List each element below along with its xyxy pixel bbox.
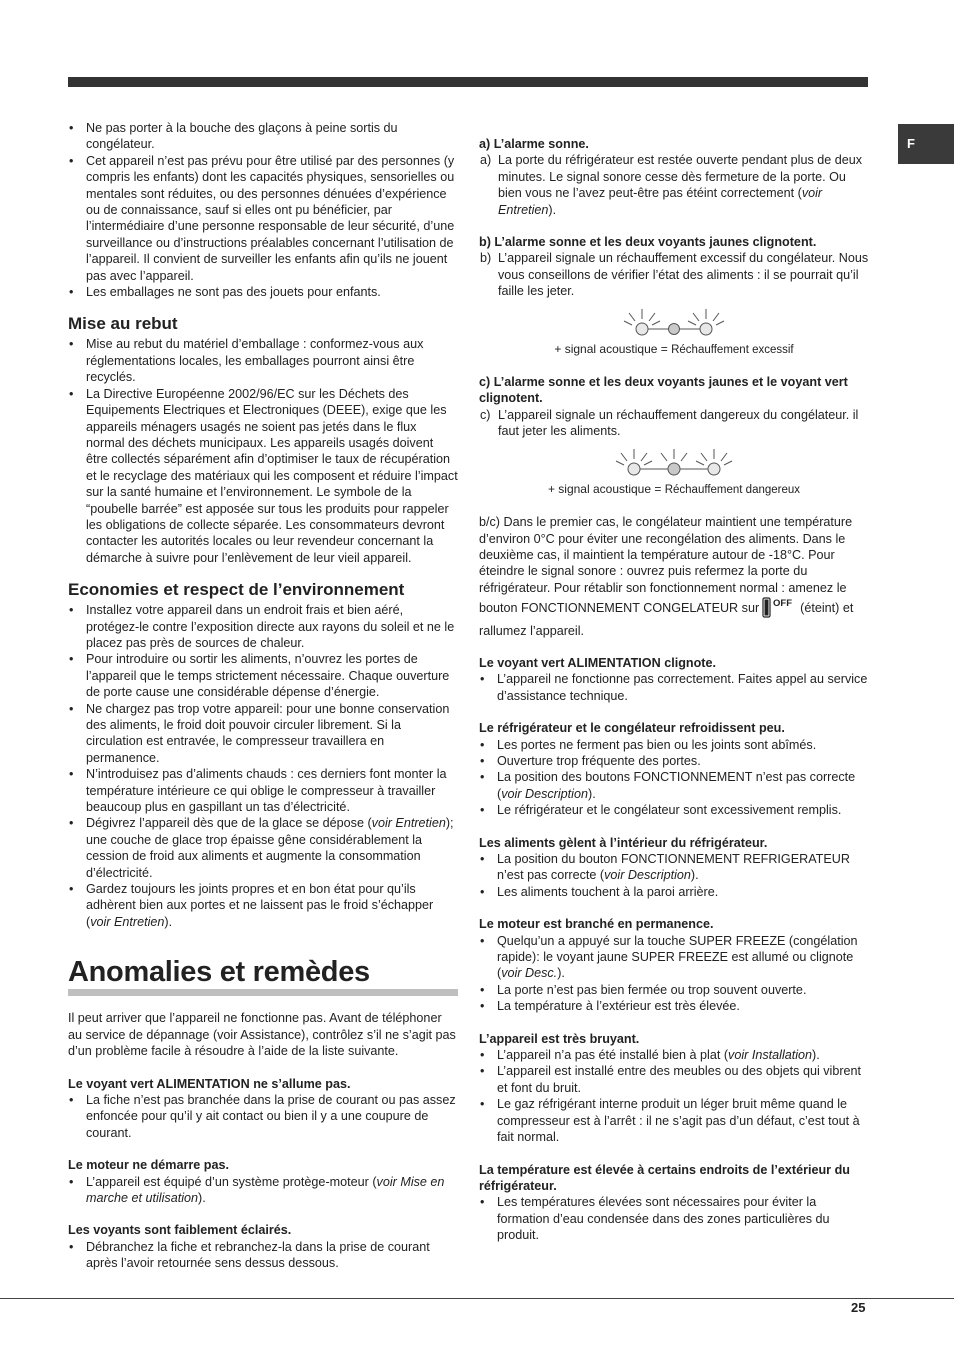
fault-alimentation [479,655,869,704]
reference: voir Entretien [90,914,165,929]
list-item: • L’appareil ne fonctionne pas correctement. Faites appel au service d’assistance technique. [479,671,869,704]
fault-title: Les voyants sont faiblement éclairés. [68,1223,292,1238]
indicator-caption [479,341,869,358]
section-title-economies: Economies et respect de l’environnement [68,580,405,600]
alarm-a [479,136,869,218]
disposal-list [68,336,458,566]
fault-bruyant [479,1031,869,1146]
anomalies-intro: Il peut arriver que l’appareil ne fonctionne pas. Avant de téléphoner au service de dépannage (voir Assistance), contrôlez s’il ne s’agit pas d’un problème facile à résoudre à l’aide de la liste suivante. [68,1011,456,1059]
text-run: Dégivrez l’appareil dès que de la glace se dépose ( [86,816,372,831]
alarm-title: b) L’alarme sonne et les deux voyants jaunes clignotent. [479,235,817,250]
text-run: b/c) Dans le premier cas, le congélateur maintient une température d’environ 0°C pour éviter une recongélation des aliments. Dans le deuxième cas, il maintient la température autour de -18°C. Pour éteindre le signal sonore : ouvrez puis refermez la porte du réfrigérateur. Pour rétablir son fonctionnement normal : amenez le bouton FONCTIONNEMENT CONGELATEUR sur [479,515,853,616]
fault-temperature [479,1162,869,1244]
fault-title: Le voyant vert ALIMENTATION clignote. [479,655,716,670]
list-item: • Les températures élevées sont nécessaires pour éviter la formation d’eau condensée dans des zones particulières du produit. [479,1194,869,1243]
text-run: Gardez toujours les joints propres et en bon état pour qu’ils adhèrent bien aux portes et ne laissent pas le froid s’échapper ( [86,882,434,929]
list-item: • Ne chargez pas trop votre appareil: pour une bonne conservation des aliments, le froid doit pouvoir circuler librement. Si la circulation est entravée, le compresseur travaillera en permanence. [68,701,458,767]
title-underline [68,989,458,996]
right-column [479,136,869,1260]
list-item: • L’appareil est installé entre des meubles ou des objets qui vibrent et font du bruit. [479,1063,869,1096]
alarm-b [479,234,869,358]
text-run: La position du bouton FONCTIONNEMENT REFRIGERATEUR n’est pas correcte ( [497,852,850,883]
list-item [479,851,869,884]
list-item: • Installez votre appareil dans un endroit frais et bien aéré, protégez-le contre l’exposition directe aux rayons du soleil et ne le placez pas près de sources de chaleur. [68,602,458,651]
section-title-mise-au-rebut: Mise au rebut [68,314,178,334]
list-item [68,881,458,930]
list-item [68,1174,458,1207]
alarm-c [479,374,869,498]
reference: voir Mise en marche et utilisation [86,1174,445,1205]
fault-permanence [479,916,869,1014]
text-run: ). [548,202,557,217]
fault-refroid [479,720,869,818]
left-column [68,120,458,1288]
list-item [479,933,869,982]
indicator-c [479,446,869,498]
text-run: La position des boutons FONCTIONNEMENT n’est pas correcte ( [497,770,856,801]
indicator-b [479,306,869,358]
text-run: La porte du réfrigérateur est restée ouverte pendant plus de deux minutes. Le signal sonore cesse dès fermeture de la porte. Ou bien vous ne l’avez peut-être pas étéint correctement ( [498,153,863,201]
list-item: • Ouverture trop fréquente des portes. [479,753,869,769]
text-run: ). [588,786,596,801]
list-item: • Ne pas porter à la bouche des glaçons à peine sortis du congélateur. [68,120,458,153]
fault-moteur [68,1157,458,1206]
off-switch-icon [762,596,798,622]
alarm-title: c) L’alarme sonne et les deux voyants jaunes et le voyant vert clignotent. [479,375,848,406]
caption-main: + signal acoustique = [547,481,665,496]
off-label: OFF [773,598,793,610]
economies-list [68,602,458,930]
lettered-item: b) L’appareil signale un réchauffement excessif du congélateur. Nous vous conseillons de vérifier l’état des aliments : il se pourrait qu’il faille les jeter. [479,250,869,299]
fault-title: La température est élevée à certains endroits de l’extérieur du réfrigérateur. [479,1162,850,1193]
blinking-lights-icon [622,306,726,340]
fault-title: Le moteur est branché en permanence. [479,917,714,932]
list-item: • Débranchez la fiche et rebranchez-la dans la prise de courant après l’avoir retournée sens dessus dessous. [68,1239,458,1272]
list-item: • Les portes ne ferment pas bien ou les joints sont abîmés. [479,737,869,753]
text-run: ). [164,914,173,929]
reference: voir Description [501,786,588,801]
caption-label: Réchauffement excessif [671,343,794,356]
reference: voir Entretien [371,816,446,831]
text-run: L’appareil n’a pas été installé bien à plat ( [497,1048,729,1063]
list-item [479,769,869,802]
text-run: ). [557,966,565,981]
text-run: ). [812,1048,820,1063]
reference: voir Entretien [498,186,823,217]
blinking-lights-icon [614,446,734,480]
language-tab-label: F [907,136,915,151]
text-run: (éteint) et rallumez l’appareil. [479,601,854,638]
reference: voir Desc. [501,966,558,981]
language-tab [898,124,954,164]
list-item [68,815,458,881]
page-title: Anomalies et remèdes [68,956,370,989]
list-item: • Le réfrigérateur et le congélateur sont excessivement remplis. [479,802,869,818]
text-run: ); une couche de glace trop épaisse gêne considérablement la cession de froid aux aliments et augmente la consommation d’électricité. [86,816,454,880]
caption-main: + signal acoustique = [554,341,672,356]
list-item: • Pour introduire ou sortir les aliments, n’ouvrez les portes de l’appareil que le temps strictement nécessaire. Chaque ouverture de porte cause une considérable dépense d’énergie. [68,651,458,700]
list-item: • Mise au rebut du matériel d’emballage : conformez-vous aux réglementations locales, les emballages pourront ainsi être recyclés. [68,336,458,385]
reference: voir Description [604,868,691,883]
header-rule [68,77,868,87]
fault-title: Les aliments gèlent à l’intérieur du réfrigérateur. [479,835,768,850]
fault-voyant-vert [68,1076,458,1142]
fault-title: Le voyant vert ALIMENTATION ne s’allume pas. [68,1076,351,1091]
fault-gelent [479,835,869,901]
text-run: ). [690,868,699,883]
fault-title: Le moteur ne démarre pas. [68,1158,229,1173]
caption-label: Réchauffement dangereux [664,483,801,496]
reference: voir Installation [728,1048,813,1063]
list-item: • Le gaz réfrigérant interne produit un léger bruit même quand le compresseur est à l’arrêt : il ne s’agit pas d’un défaut, c’est tout à fait normal. [479,1096,869,1145]
list-item [479,1047,869,1063]
list-item: • N’introduisez pas d’aliments chauds : ces derniers font monter la température intérieure ce qui oblige le compresseur à travailler beaucoup plus en gaspillant un tas d’électricité. [68,766,458,815]
alarm-title: a) L’alarme sonne. [479,137,589,151]
fault-title: L’appareil est très bruyant. [479,1031,640,1046]
list-item: • La Directive Européenne 2002/96/EC sur les Déchets des Equipements Electriques et Electroniques (DEEE), exige que les appareils ménagers usagés ne soient pas jetés dans le flux normal des déchets municipaux. Les appareils usagés doivent être collectés séparément afin d’optimiser le taux de récupération et le recyclage des matériaux qui les composent et réduire l’impact sur la santé humaine et l’environnement. Le symbole de la “poubelle barrée” est apposée sur tous les produits pour rappeler les obligations de collecte séparée. Les consommateurs devront contacter les autorités locales ou leur revendeur concernant la démarche à suivre pour l’enlèvement de leur vieil appareil. [68,386,458,566]
indicator-caption [479,481,869,498]
list-item: • Les aliments touchent à la paroi arrière. [479,884,869,900]
list-item: • La température à l’extérieur est très élevée. [479,998,869,1014]
text-run: L’appareil est équipé d’un système protège-moteur ( [86,1174,377,1189]
footer-rule [0,1298,954,1299]
lettered-item [479,152,869,218]
fault-title: Le réfrigérateur et le congélateur refroidissent peu. [479,721,785,736]
safety-list [68,120,458,300]
text-run: ). [198,1190,206,1205]
bc-explanation [479,514,869,639]
lettered-item: c) L’appareil signale un réchauffement dangereux du congélateur. il faut jeter les aliments. [479,407,869,440]
fault-voyants-faibles [68,1222,458,1271]
list-item: • Les emballages ne sont pas des jouets pour enfants. [68,284,458,300]
list-item: • La porte n’est pas bien fermée ou trop souvent ouverte. [479,982,869,998]
list-item: • La fiche n’est pas branchée dans la prise de courant ou pas assez enfoncée pour qu’il y ait contact ou bien il y a une coupure de courant. [68,1092,458,1141]
text-run: Quelqu’un a appuyé sur la touche SUPER FREEZE (congélation rapide): le voyant jaune SUPER FREEZE est allumé ou clignote ( [497,933,858,981]
page-number: 25 [851,1300,866,1315]
list-item: • Cet appareil n’est pas prévu pour être utilisé par des personnes (y compris les enfants) dont les capacités physiques, sensorielles ou mentales sont réduites, ou des personnes dénuées d’expérience ou de connaissance, sauf si elles ont pu bénéficier, par l’intermédiaire d’une personne responsable de leur sécurité, d’une surveillance ou d’instructions préalables concernant l’utilisation de l’appareil. Il convient de surveiller les enfants afin qu’ils ne jouent pas avec l’appareil. [68,153,458,284]
